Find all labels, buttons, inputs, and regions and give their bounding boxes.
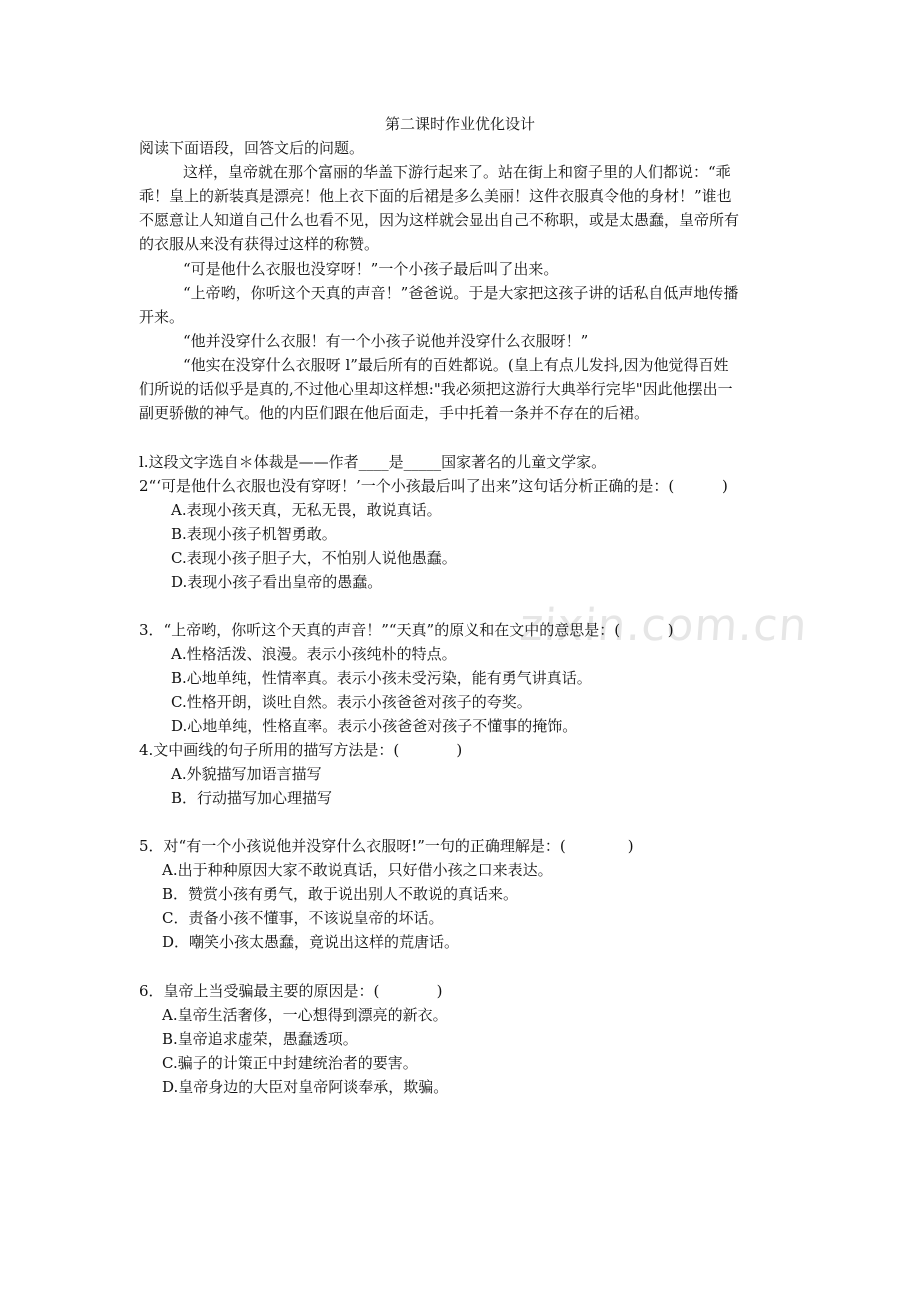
passage-line: “他并没穿什么衣服！有一个小孩子说他并没穿什么衣服呀！” [183, 332, 589, 350]
question-option: D.表现小孩子看出皇帝的愚蠢。 [171, 573, 383, 591]
instruction: 阅读下面语段，回答文后的问题。 [139, 139, 365, 157]
question-option: C．责备小孩不懂事，不该说皇帝的坏话。 [162, 909, 444, 927]
question-stem: 5．对“有一个小孩说他并没穿什么衣服呀!”一句的正确理解是：( ) [139, 837, 634, 855]
question-option: D.心地单纯，性格直率。表示小孩爸爸对孩子不懂事的掩饰。 [171, 717, 578, 735]
question-option: B.心地单纯，性情率真。表示小孩未受污染，能有勇气讲真话。 [171, 669, 592, 687]
question-option: A.外貌描写加语言描写 [171, 765, 322, 783]
passage-line: “可是他什么衣服也没穿呀！”一个小孩子最后叫了出来。 [183, 260, 559, 278]
question-option: C.骗子的计策正中封建统治者的要害。 [162, 1054, 418, 1072]
question-stem: 6．皇帝上当受骗最主要的原因是：( ) [139, 982, 443, 1000]
passage-line: 们所说的话似乎是真的,不过他心里却这样想:"我必须把这游行大典举行完毕"因此他摆出一 [139, 380, 733, 398]
question-stem: 4.文中画线的句子所用的描写方法是：( ) [139, 741, 463, 759]
question-option: C.性格开朗，谈吐自然。表示小孩爸爸对孩子的夸奖。 [171, 693, 532, 711]
question-option: B．赞赏小孩有勇气，敢于说出别人不敢说的真话来。 [162, 885, 519, 903]
passage-line: 的衣服从来没有获得过这样的称赞。 [139, 235, 380, 253]
question-option: A.表现小孩天真，无私无畏，敢说真话。 [171, 501, 442, 519]
passage-line: 副更骄傲的神气。他的内臣们跟在他后面走，手中托着一条并不存在的后裙。 [139, 404, 650, 422]
question-option: D.皇帝身边的大臣对皇帝阿谈奉承，欺骗。 [162, 1078, 449, 1096]
question-option: B.皇帝追求虚荣，愚蠢透项。 [162, 1030, 358, 1048]
passage-line: “上帝哟，你听这个天真的声音！”爸爸说。于是大家把这孩子讲的话私自低声地传播 [183, 284, 739, 302]
question-stem: l.这段文字选自＊体裁是——作者____是_____国家著名的儿童文学家。 [139, 453, 607, 471]
question-option: D．嘲笑小孩太愚蠢，竟说出这样的荒唐话。 [162, 933, 460, 951]
question-option: A.出于种种原因大家不敢说真话，只好借小孩之口来表达。 [162, 861, 553, 879]
question-option: A.性格活泼、浪漫。表示小孩纯朴的特点。 [171, 645, 457, 663]
question-option: C.表现小孩子胆子大，不怕别人说他愚蠢。 [171, 549, 457, 567]
passage-line: 这样，皇帝就在那个富丽的华盖下游行起来了。站在街上和窗子里的人们都说：“乖 [183, 163, 731, 181]
passage-line: 乖！皇上的新装真是漂亮！他上衣下面的后裙是多么美丽！这件衣服真令他的身材！”谁也 [139, 187, 732, 205]
page-title: 第二课时作业优化设计 [384, 115, 535, 133]
question-option: B．行动描写加心理描写 [171, 789, 333, 807]
passage-line: 不愿意让人知道自己什么也看不见，因为这样就会显出自己不称职，或是太愚蠢，皇帝所有 [139, 211, 740, 229]
question-stem: 3．“上帝哟，你听这个天真的声音！”“天真”的原义和在文中的意思是：( ) [139, 621, 674, 639]
question-option: B.表现小孩子机智勇敢。 [171, 525, 337, 543]
watermark: zixin.com.cn [518, 600, 810, 651]
passage-line: 开来。 [139, 308, 185, 326]
passage-line: “他实在没穿什么衣服呀 l”最后所有的百姓都说。(皇上有点儿发抖,因为他觉得百姓 [183, 356, 729, 374]
question-stem: 2“‘可是他什么衣服也没有穿呀！’一个小孩最后叫了出来”这句话分析正确的是：( ) [139, 477, 728, 495]
question-option: A.皇帝生活奢侈，一心想得到漂亮的新衣。 [162, 1006, 448, 1024]
